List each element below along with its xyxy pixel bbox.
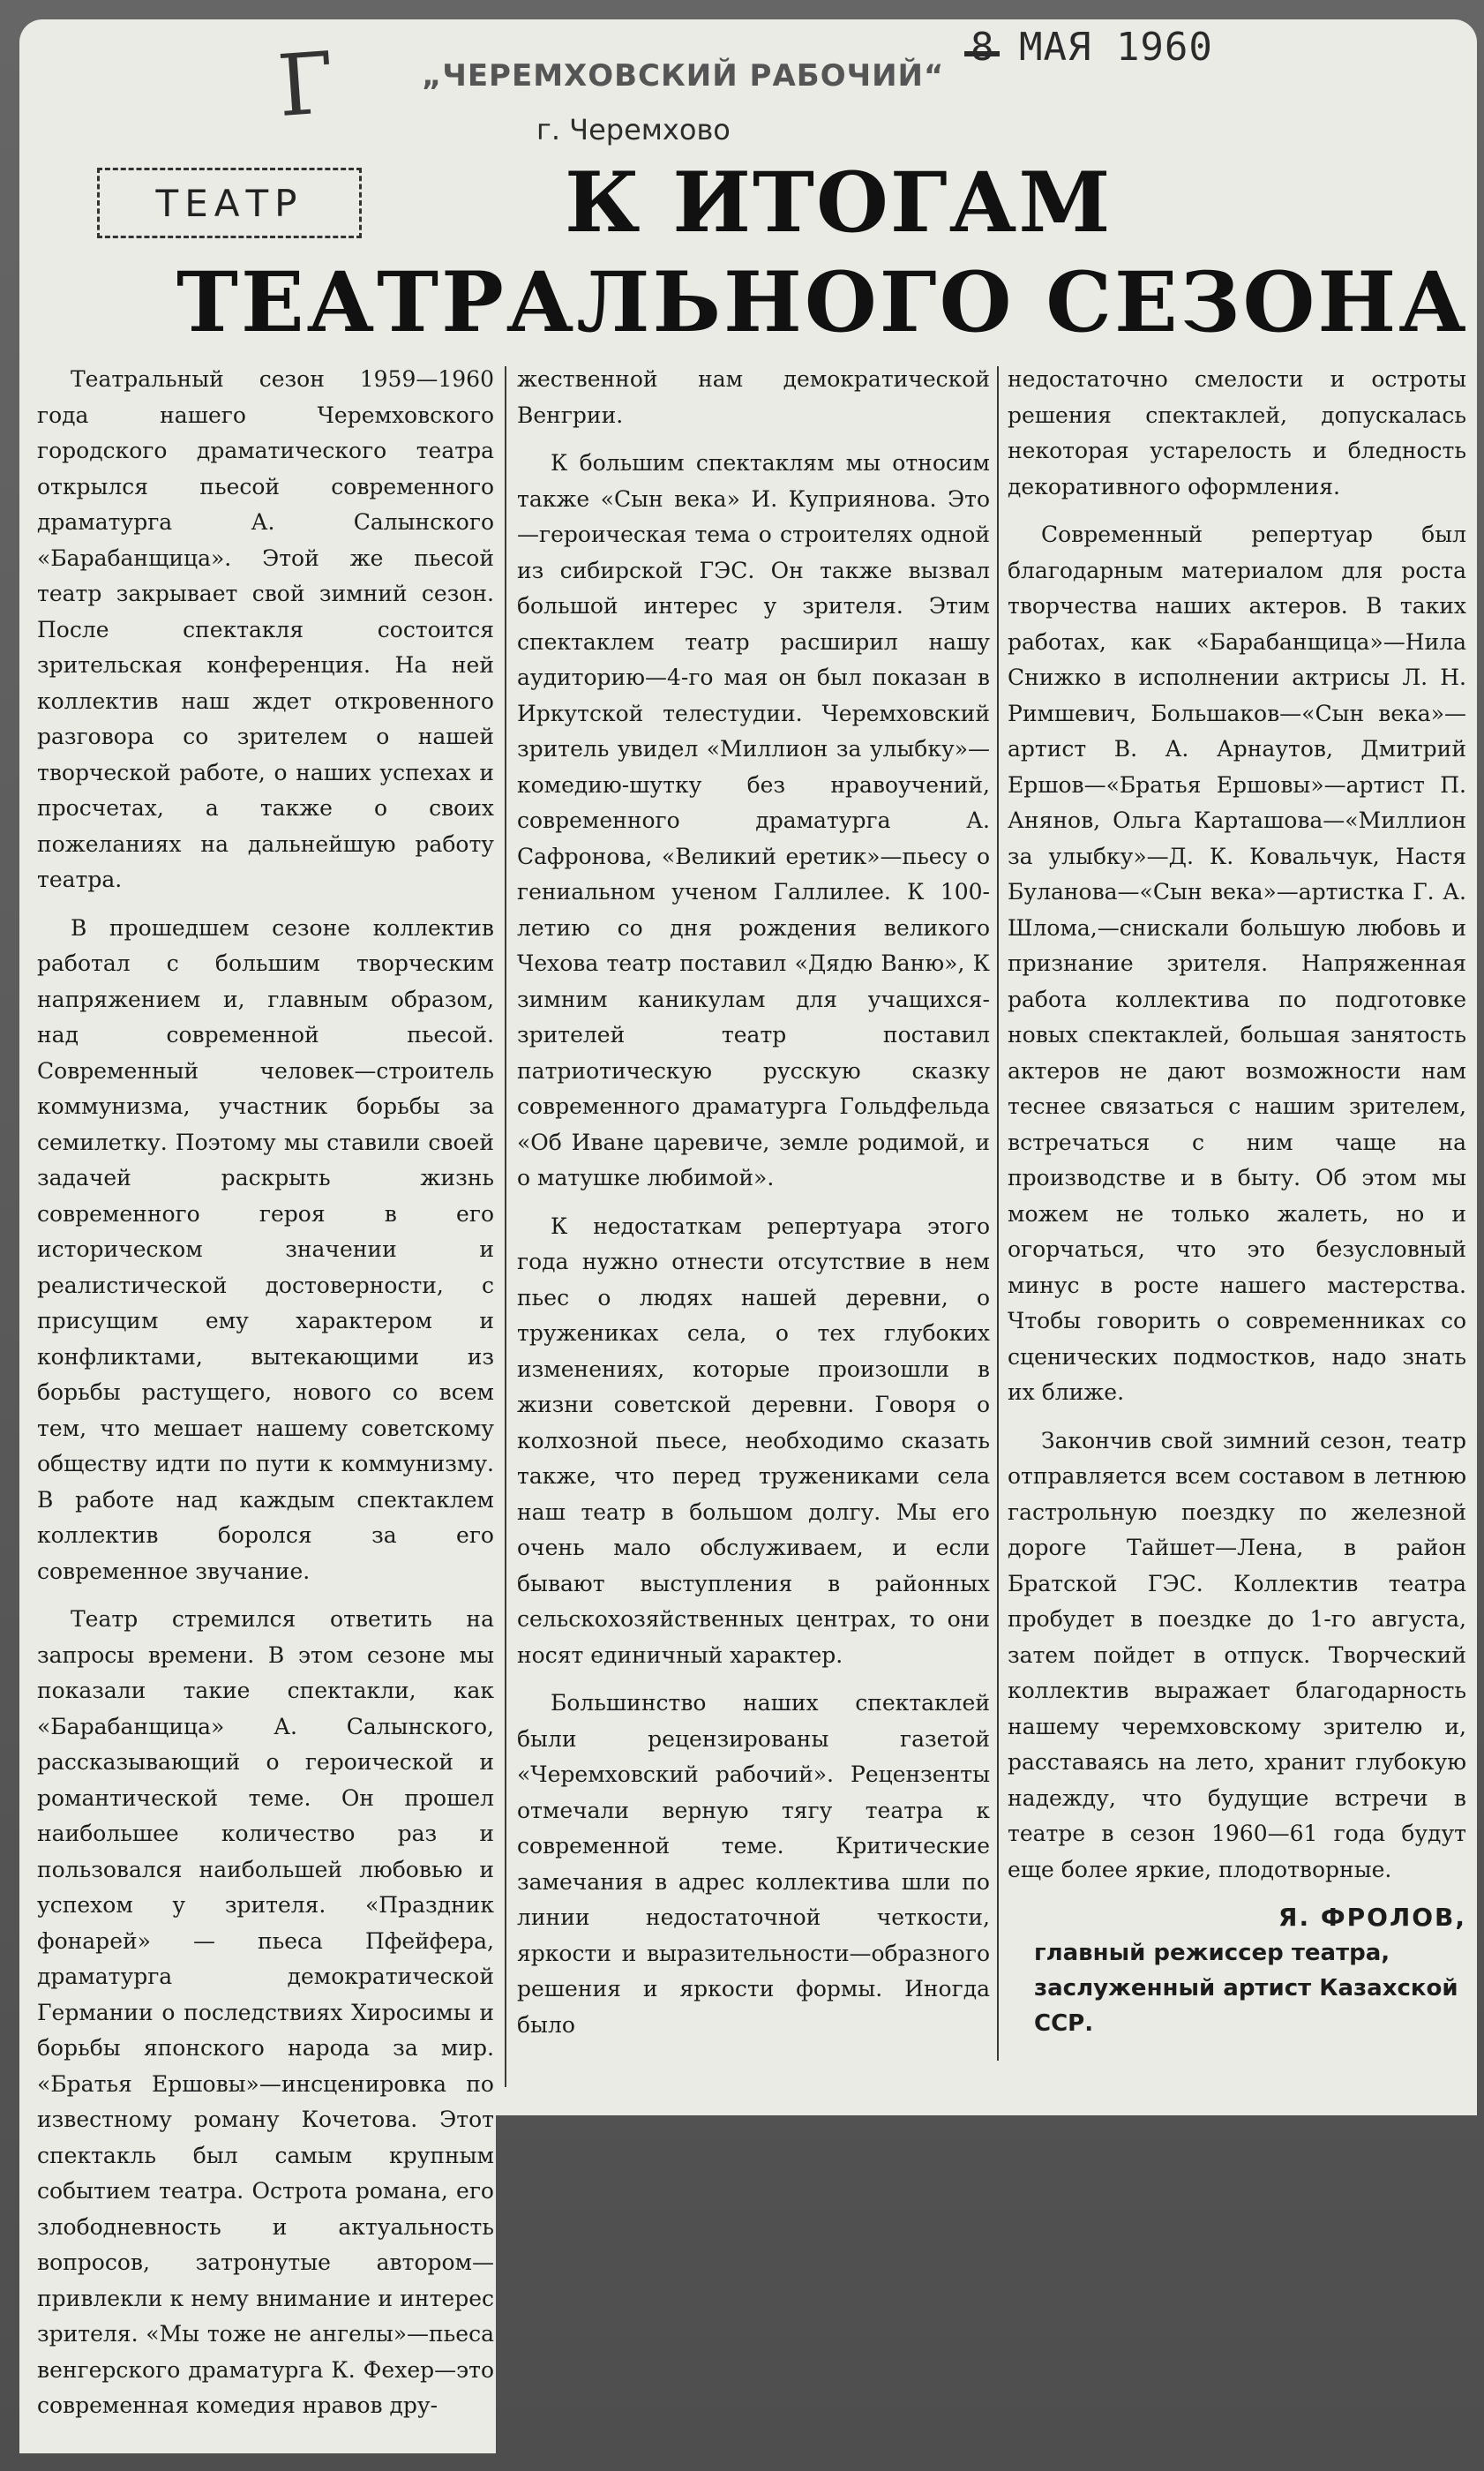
paragraph: недостаточно смелости и остроты решения спектаклей, допускалась некоторая устарелость и бледность декоративного оформления. bbox=[1008, 366, 1466, 499]
paragraph: Современный репертуар был благодарным материалом для роста творчества наших актеров. В таких работах, как «Барабанщица»—Нила Снижко в исполнении актрисы Л. Н. Римшевич, Большаков—«Сын века»—артист В. А. Арнаутов, Дмитрий Ершов—«Братья Ершовы»—артист П. Анянов, Ольга Карташова—«Миллион за улыбку»—Д. К. Ковальчук, Настя Буланова—«Сын века»—артистка Г. А. Шлома,—снискали большую любовь и признание зрителя. Напряженная работа коллектива по подготовке новых спектаклей, большая занятость актеров не дают возможности нам теснее связаться с нашим зрителем, встречаться с ним чаще на производстве и в быту. Об этом мы можем не только жалеть, но и огорчаться, что это безусловный минус в росте нашего мастерства. Чтобы говорить о современниках со сценических подмостков, надо знать их ближе. bbox=[1008, 522, 1466, 1405]
column-divider-2 bbox=[997, 366, 999, 2061]
author-signature bbox=[1008, 1900, 1466, 2041]
article-column-3 bbox=[1008, 362, 1466, 2041]
paragraph: Закончив свой зимний сезон, театр отправляется всем составом в летнюю гастрольную поездку по железной дороге Тайшет—Лена, в район Братской ГЭС. Коллектив театра пробудет в поездке до 1-го августа, затем пойдет в отпуск. Творческий коллектив выражает благодарность нашему черемховскому зрителю и, расставаясь на лето, хранит глубокую надежду, что будущие встречи в театре в сезон 1960—61 года будут еще более яркие, плодотворные. bbox=[1008, 1427, 1466, 1882]
handwritten-mark: Г bbox=[274, 33, 338, 137]
headline-line-2: ТЕАТРАЛЬНОГО СЕЗОНА bbox=[176, 254, 1469, 351]
paragraph: В прошедшем сезоне коллектив работал с большим творческим напряжением и, главным образом, над современной пьесой. Современный человек—строитель коммунизма, участник борьбы за семилетку. Поэтому мы ставили своей задачей раскрыть жизнь современного героя в его историческом значении и реалистической достоверности, с присущим ему характером и конфликтами, вытекающими из борьбы растущего, нового со всем тем, что мешает нашему советскому обществу идти по пути к коммунизму. В работе над каждым спектаклем коллектив боролся за его современное звучание. bbox=[37, 914, 494, 1584]
headline-line-1: К ИТОГАМ bbox=[565, 154, 1113, 252]
article-column-1 bbox=[37, 362, 494, 2437]
paragraph: жественной нам демократической Венгрии. bbox=[517, 366, 990, 428]
paragraph: К недостаткам репертуара этого года нужно отнести отсутствие в нем пьес о людях нашей деревни, о тружениках села, о тех глубоких изменениях, которые произошли в жизни советской деревни. Говоря о колхозной пьесе, необходимо сказать также, что перед тружениками села наш театр в большом долгу. Мы его очень мало обслуживаем, и если бывают выступления в районных сельскохозяйственных центрах, то они носят единичный характер. bbox=[517, 1213, 990, 1668]
author-role: главный режиссер театра, заслуженный артист Казахской ССР. bbox=[1034, 1940, 1458, 2037]
author-name: Я. ФРОЛОВ, bbox=[1278, 1903, 1466, 1932]
newspaper-name-stamp: „ЧЕРЕМХОВСКИЙ РАБОЧИЙ“ bbox=[422, 58, 945, 94]
date-stamp: 8 МАЯ 1960 bbox=[971, 25, 1213, 70]
paragraph: Большинство наших спектаклей были рецензированы газетой «Черемховский рабочий». Рецензенты отмечали верную тягу театра к современной теме. Критические замечания в адрес коллектива шли по линии недостаточной четкости, яркости и выразительности—образного решения и яркости формы. Иногда было bbox=[517, 1690, 990, 2038]
rubric-label: ТЕАТР bbox=[97, 168, 362, 238]
paragraph: Театр стремился ответить на запросы времени. В этом сезоне мы показали такие спектакли, как «Барабанщица» А. Салынского, рассказывающий о героической и романтической теме. Он прошел наибольшее количество раз и пользовался наибольшей любовью и успехом у зрителя. «Праздник фонарей» — пьеса Пфейфера, драматурга демократической Германии о последствиях Хиросимы и борьбы японского народа за мир. «Братья Ершовы»—инсценировка по известному роману Кочетова. Этот спектакль был самым крупным событием театра. Острота романа, его злободневность и актуальность вопросов, затронутые автором—привлекли к нему внимание и интерес зрителя. «Мы тоже не ангелы»—пьеса венгерского драматурга К. Фехер—это современная комедия нравов дру- bbox=[37, 1606, 494, 2418]
column-divider-1 bbox=[505, 366, 506, 2087]
newspaper-city: г. Черемхово bbox=[536, 113, 731, 146]
paragraph: К большим спектаклям мы относим также «Сын века» И. Куприянова. Это—героическая тема о строителях одной из сибирской ГЭС. Он также вызвал большой интерес у зрителя. Этим спектаклем театр расширил нашу аудиторию—4-го мая он был показан в Иркутской телестудии. Черемховский зритель увидел «Миллион за улыбку»—комедию-шутку без нравоучений, современного драматурга А. Сафронова, «Великий еретик»—пьесу о гениальном ученом Галлилее. К 100-летию со дня рождения великого Чехова театр поставил «Дядю Ваню», К зимним каникулам для учащихся-зрителей театр поставил патриотическую русскую сказку современного драматурга Гольдфельда «Об Иване царевиче, земле родимой, и о матушке любимой». bbox=[517, 450, 990, 1190]
article-column-2 bbox=[517, 362, 990, 2055]
paragraph: Театральный сезон 1959—1960 года нашего Черемховского городского драматического театра открылся пьесой современного драматурга А. Салынского «Барабанщица». Этой же пьесой театр закрывает свой зимний сезон. После спектакля состоится зрительская конференция. На ней коллектив наш ждет откровенного разговора со зрителем о нашей творческой работе, о наших успехах и просчетах, а также о своих пожеланиях на дальнейшую работу театра. bbox=[37, 366, 494, 892]
